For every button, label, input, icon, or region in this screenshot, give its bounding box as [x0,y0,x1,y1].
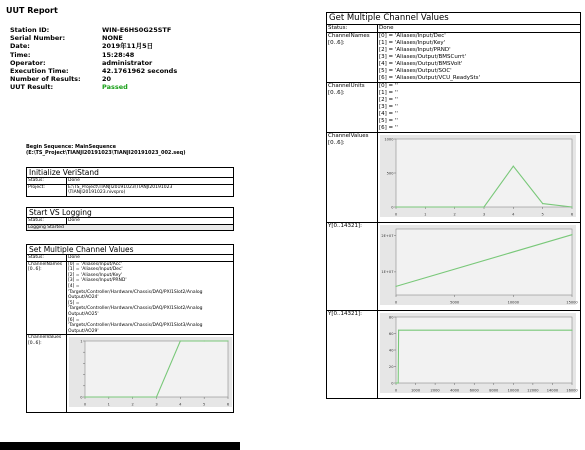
status-label: Status: [27,255,67,262]
data-point [571,330,572,331]
y-tick-label: 1000 [384,137,394,142]
info-row [10,75,177,83]
step-start-vs-logging [26,207,234,231]
info-value: administrator [102,58,153,67]
x-tick-label: 6 [226,402,230,407]
channel-values-chart [69,337,232,407]
y-array-chart-1 [380,225,576,305]
x-tick-label: 0 [394,388,398,393]
data-point [425,206,426,207]
channel-values-chart-cell [378,133,581,223]
y-array-label: Y[0..14321]: [327,223,378,311]
channel-names-label: ChannelNames [0..6]: [327,33,378,83]
step-header: Initialize VeriStand [27,168,234,178]
x-tick-label: 6000 [469,388,479,393]
channel-values-label: ChannelValues [0..6]: [327,133,378,223]
y-tick-label: 0 [391,381,394,386]
x-tick-label: 4 [179,402,182,407]
channel-values-label: ChannelValues [0..6]: [27,335,67,413]
y-tick-label: 20 [388,364,394,369]
x-tick-label: 2000 [430,388,440,393]
channel-names-label: ChannelNames [0..6]: [27,261,67,335]
report-title: UUT Report [6,6,58,15]
info-label: Number of Results: [10,75,81,84]
x-tick-label: 12000 [527,388,539,393]
data-point [542,203,543,204]
data-point [180,341,181,342]
x-tick-label: 10000 [507,300,520,305]
info-label: Serial Number: [10,34,66,43]
status-value: Done [67,218,234,225]
x-tick-label: 3 [155,402,158,407]
y-tick-label: 80 [388,315,394,320]
info-value: 20 [102,75,112,84]
step-header: Get Multiple Channel Values [327,13,581,25]
channel-values-chart-cell [67,335,234,413]
x-tick-label: 10000 [507,388,520,393]
channel-units-label: ChannelUnits [0..6]: [327,83,378,133]
info-row [10,51,177,59]
channel-names-value: [0] = 'Aliases/Input/Dec' [1] = 'Aliases/Input/Key' [2] = 'Aliases/Input/PRND' [3] = 'Aliases/Output/BMSCurrt' [4] = 'Aliases/Output/BMSVolt' [5] = 'Aliases/Output/SOC' [6] = 'Aliases/Output/VCU_ReadySts' [378,33,581,83]
step-get-multiple-channel-values [326,12,581,399]
data-point [398,382,399,383]
status-label: Status: [27,218,67,225]
data-point [395,286,396,287]
x-tick-label: 2 [131,402,134,407]
x-tick-label: 5000 [450,300,460,305]
data-point [454,206,455,207]
y-tick-label: 40 [388,348,394,353]
plot-area [396,229,572,295]
y-tick-label: 0 [391,205,394,210]
info-label: Operator: [10,58,46,67]
info-value: NONE [102,34,123,43]
x-tick-label: 1 [107,402,110,407]
channel-units-value: [0] = '' [1] = '' [2] = '' [3] = '' [4] = '' [5] = '' [6] = '' [378,83,581,133]
data-point [513,166,514,167]
plot-area [396,139,572,207]
data-point [108,397,109,398]
info-row [10,42,177,50]
info-row [10,26,177,34]
info-value: WIN-E6HS0G25STF [102,26,172,34]
x-tick-label: 4000 [450,388,460,393]
data-point [483,206,484,207]
data-point [84,397,85,398]
x-tick-label: 0 [394,212,398,217]
y-tick-label: 500 [386,171,394,176]
y-tick-label: 1 [80,339,83,344]
status-value: Done [378,25,581,33]
info-row [10,83,177,91]
logging-note: Logging Started [27,224,234,231]
project-label: Project: [27,184,67,196]
x-tick-label: 5 [541,212,544,217]
data-point [204,341,205,342]
x-tick-label: 0 [83,402,87,407]
x-tick-label: 0 [394,300,398,305]
info-label: Station ID: [10,26,50,34]
info-value: 2019年11月5日 [102,42,154,51]
y-array-chart-2 [380,313,576,393]
x-tick-label: 8000 [489,388,499,393]
data-point [132,397,133,398]
step-header: Set Multiple Channel Values [27,245,234,255]
plot-area [396,317,572,383]
info-label: UUT Result: [10,83,54,92]
report-info-table [10,26,177,92]
channel-names-value: [0] = 'Aliases/Input/Acc' [1] = 'Aliases/Input/Dec' [2] = 'Aliases/Input/Key' [3] = 'Aliases/Input/PRND' [4] = 'Targets/Controller/Hardware/Chassis/DAQ/PXI1Slot2/Analog Output/AO24' [5] = 'Targets/Controller/Hardware/Chassis/DAQ/PXI1Slot2/Analog Output/AO25' [6] = 'Targets/Controller/Hardware/Chassis/DAQ/PXI1Slot3/Analog Output/AO29' [67,261,234,335]
step-initialize-veristand [26,167,234,197]
x-tick-label: 1 [424,212,427,217]
status-label: Status: [327,25,378,33]
x-tick-label: 14000 [546,388,559,393]
bottom-black-bar [0,442,240,450]
data-point [395,206,396,207]
info-label: Time: [10,50,31,59]
x-tick-label: 2 [453,212,456,217]
sequence-path: (E:\TS_Project\TIANJI20191023\TIANJI20191023_002.seq) [26,150,186,156]
y-tick-label: 1E+07 [381,270,394,275]
x-tick-label: 5 [203,402,206,407]
info-row [10,67,177,75]
status-label: Status: [27,178,67,185]
data-point [571,234,572,235]
data-point [571,206,572,207]
y-tick-label: 60 [388,331,394,336]
data-point [156,397,157,398]
info-value: 42.1761962 seconds [102,67,178,76]
uut-result-status: Passed [102,83,128,92]
x-tick-label: 1000 [410,388,421,393]
channel-values-chart [380,135,576,217]
step-header: Start VS Logging [27,208,234,218]
info-label: Execution Time: [10,67,69,76]
info-value: 15:28:48 [102,50,135,59]
x-tick-label: 6 [570,212,574,217]
project-value: E:\TS_Project\TIANJI20191023\TIANJI20191023 \TIANJI20191023.nivspro) [67,184,234,196]
plot-area [85,341,228,397]
y-array-chart-cell [378,223,581,311]
x-tick-label: 16000 [566,388,578,393]
step-set-multiple-channel-values [26,244,234,413]
right-report-panel [323,0,585,450]
data-point [227,341,228,342]
y-array-label: Y[0..14321]: [327,311,378,399]
x-tick-label: 4 [512,212,515,217]
status-value: Done [67,178,234,185]
info-label: Date: [10,42,30,51]
y-tick-label: 0 [80,395,83,400]
y-tick-label: 2E+07 [381,233,394,238]
data-point [398,330,399,331]
status-value: Done [67,255,234,262]
data-point [395,382,396,383]
y-array-chart-cell [378,311,581,399]
sequence-heading [26,144,186,156]
sequence-name: Begin Sequence: MainSequence [26,144,117,150]
left-report-panel [0,0,290,450]
x-tick-label: 15000 [566,300,578,305]
x-tick-label: 3 [482,212,486,217]
info-row [10,59,177,67]
